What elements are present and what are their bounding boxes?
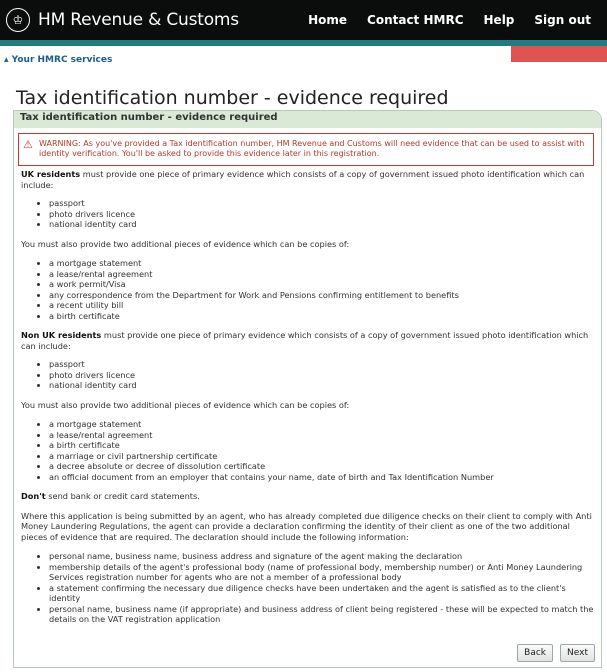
hmrc-logo[interactable] [6,6,239,34]
panel-header: Tax identification number - evidence required [14,111,601,128]
list-item: • a work permit/Visa [49,279,597,290]
nav-sign-out[interactable]: Sign out [534,13,591,27]
evidence-content [21,169,597,625]
list-item: • a decree absolute or decree of dissolution certificate [49,461,597,472]
warning-icon: ⚠ [23,138,33,151]
nav-help[interactable]: Help [483,13,515,27]
list-item: • membership details of the agent's professional body (name of professional body, membership number) or Anti Money Laundering Services registration number for agents who are not a member of a professional body [49,562,597,583]
your-hmrc-services-link[interactable] [4,55,112,65]
list-item: • a lease/rental agreement [49,269,597,280]
non-uk-additional-list [21,419,597,482]
header-nav [288,0,591,40]
list-item: • any correspondence from the Department for Work and Pensions confirming entitlement to benefits [49,290,597,301]
list-item: • a statement confirming the necessary due diligence checks have been undertaken and the agent is satisfied as to the client's identity [49,583,597,604]
list-item: • photo drivers licence [49,370,597,381]
uk-residents-intro: UK residents must provide one piece of primary evidence which consists of a copy of government issued photo identification which can include: [21,169,585,190]
uk-residents-lead: UK residents [21,169,81,179]
crown-icon: ♔ [6,8,30,32]
dont-lead: Don't [21,491,46,501]
agent-declaration-list [21,551,597,625]
list-item: • a lease/rental agreement [49,430,597,441]
warning-text: WARNING: As you've provided a Tax identification number, HM Revenue and Customs will need evidence that can be used to assist with identity verification. You'll be asked to provide this evidence later in this registration. [39,139,585,159]
services-link-label: Your HMRC services [11,55,113,65]
list-item: • national identity card [49,380,597,391]
list-item: • a mortgage statement [49,258,597,269]
uk-additional-intro: You must also provide two additional pieces of evidence which can be copies of: [21,238,350,249]
dont-send-note: Don't send bank or credit card statements. [21,491,200,501]
list-item: • a birth certificate [49,311,597,322]
list-item: • a birth certificate [49,440,597,451]
uk-additional-list [21,258,597,321]
uk-primary-list [21,198,597,230]
non-uk-additional-intro: You must also provide two additional pieces of evidence which can be copies of: [21,399,350,410]
list-item: • a mortgage statement [49,419,597,430]
non-uk-residents-intro: Non UK residents must provide one piece of primary evidence which consists of a copy of government issued photo identification which can include: [21,330,589,351]
list-item: • personal name, business name, business address and signature of the agent making the declaration [49,551,597,562]
list-item: • passport [49,198,597,209]
list-item: • a recent utility bill [49,300,597,311]
non-uk-residents-lead: Non UK residents [21,330,102,340]
list-item: • a marriage or civil partnership certificate [49,451,597,462]
warning-box [18,133,594,166]
header-red-tab [511,46,607,62]
list-item: • passport [49,359,597,370]
list-item: • personal name, business name (if appropriate) and business address of client being registered - these will be expected to match the details on the VAT registration application [49,604,597,625]
back-button[interactable]: Back [517,644,553,662]
nav-home[interactable]: Home [308,13,348,27]
evidence-panel [13,110,602,668]
form-buttons [510,644,595,662]
nav-contact-hmrc[interactable]: Contact HMRC [367,13,464,27]
next-button[interactable]: Next [560,644,595,662]
top-bar [0,0,607,40]
non-uk-primary-list [21,359,597,391]
brand-name: HM Revenue & Customs [38,10,239,30]
caret-up-icon: ▴ [4,55,9,65]
list-item: • national identity card [49,219,597,230]
page-title: Tax identification number - evidence required [16,87,449,109]
list-item: • photo drivers licence [49,209,597,220]
agent-declaration-text: Where this application is being submitted by an agent, who has already completed due diligence checks on their client to comply with Anti Money Laundering Regulations, the agent can provide a declaration confirming the identity of their client as one of the two additional pieces of evidence that are required. The declaration should include the following information: [21,510,592,542]
list-item: • an official document from an employer that contains your name, date of birth and Tax Identification Number [49,472,597,483]
